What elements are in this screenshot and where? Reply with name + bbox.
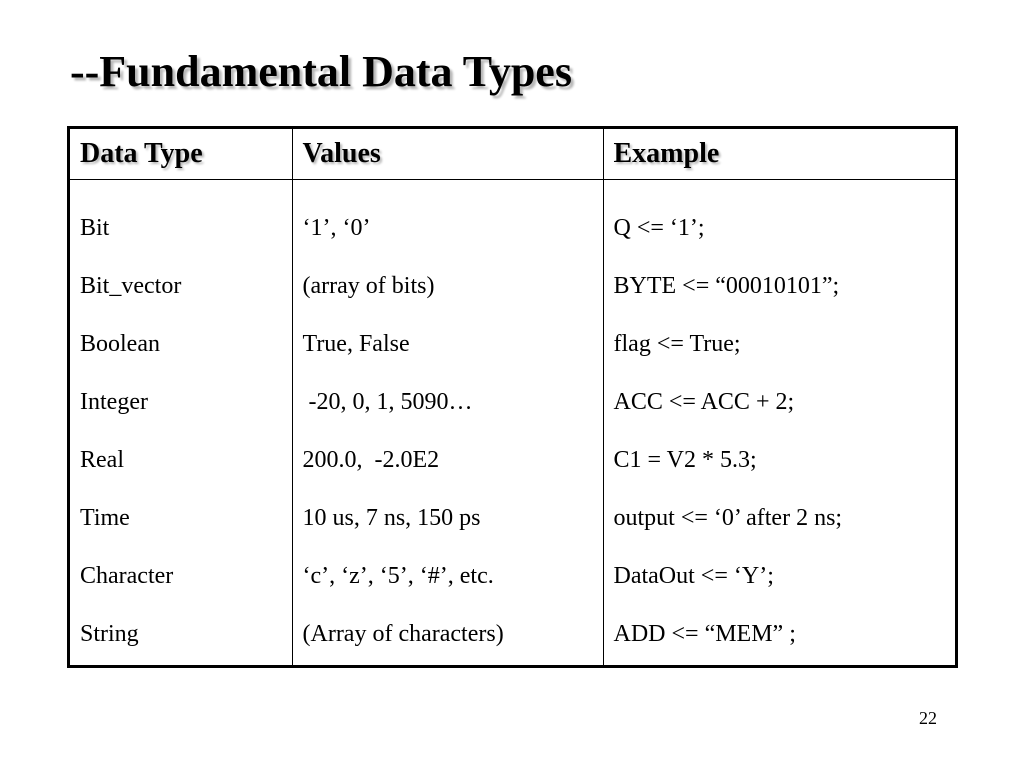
- header-example: Example: [603, 129, 955, 180]
- example-cell: ACC <= ACC + 2;: [613, 389, 795, 415]
- example-cell: output <= ‘0’ after 2 ns;: [613, 505, 843, 531]
- table-body-row: [70, 180, 955, 666]
- values-cell: True, False: [302, 331, 410, 357]
- values-column: [292, 180, 603, 666]
- header-data-type: Data Type: [70, 129, 292, 180]
- data-type-cell: String: [80, 621, 139, 647]
- slide-title: --Fundamental Data Types: [70, 47, 572, 96]
- data-types-table: [67, 126, 958, 668]
- example-cell: ADD <= “MEM” ;: [613, 621, 796, 647]
- example-cell: C1 = V2 * 5.3;: [613, 447, 757, 473]
- values-cell: ‘1’, ‘0’: [302, 215, 371, 241]
- example-cell: BYTE <= “00010101”;: [613, 273, 840, 299]
- table-header-row: [70, 129, 955, 180]
- data-type-cell: Integer: [80, 389, 148, 415]
- example-cell: DataOut <= ‘Y’;: [613, 563, 774, 589]
- values-cell: 10 us, 7 ns, 150 ps: [302, 505, 481, 531]
- data-type-column: [70, 180, 292, 666]
- values-cell: ‘c’, ‘z’, ‘5’, ‘#’, etc.: [302, 563, 494, 589]
- data-type-cell: Character: [80, 563, 174, 589]
- data-type-cell: Bit_vector: [80, 273, 182, 299]
- values-cell: (Array of characters): [302, 621, 504, 647]
- example-cell: flag <= True;: [613, 331, 741, 357]
- values-cell: 200.0, -2.0E2: [302, 447, 440, 473]
- values-cell: (array of bits): [302, 273, 435, 299]
- data-type-cell: Time: [80, 505, 130, 531]
- page-number: 22: [919, 708, 937, 728]
- example-cell: Q <= ‘1’;: [613, 215, 705, 241]
- data-type-cell: Real: [80, 447, 124, 473]
- values-cell: -20, 0, 1, 5090…: [302, 389, 473, 415]
- example-column: [603, 180, 955, 666]
- data-type-cell: Bit: [80, 215, 110, 241]
- header-values: Values: [292, 129, 603, 180]
- data-type-cell: Boolean: [80, 331, 160, 357]
